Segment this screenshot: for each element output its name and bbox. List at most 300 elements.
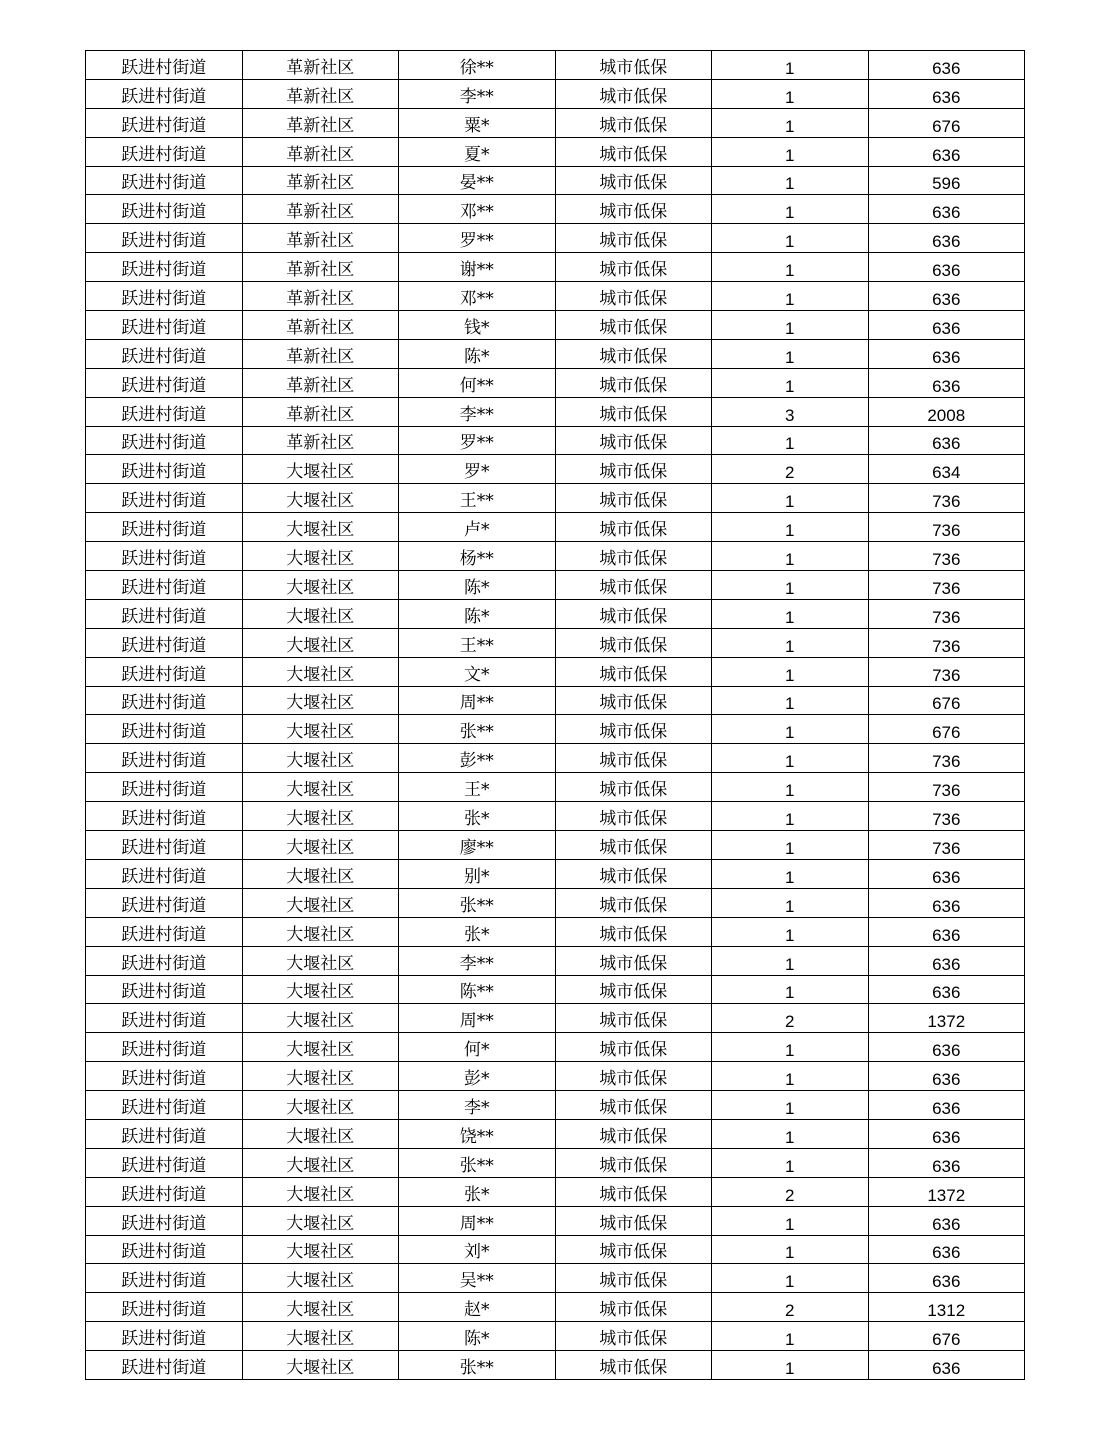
community-cell: 大堰社区 — [242, 859, 399, 888]
community-cell: 革新社区 — [242, 166, 399, 195]
amount-cell: 736 — [868, 542, 1025, 571]
table-row — [86, 224, 1025, 253]
street-cell: 跃进村街道 — [86, 1206, 243, 1235]
amount-cell: 636 — [868, 888, 1025, 917]
table-row — [86, 108, 1025, 137]
table-row — [86, 195, 1025, 224]
table-row — [86, 599, 1025, 628]
street-cell: 跃进村街道 — [86, 397, 243, 426]
name-cell: 廖** — [399, 831, 556, 860]
table-row — [86, 1235, 1025, 1264]
persons-cell: 1 — [712, 744, 869, 773]
persons-cell: 1 — [712, 946, 869, 975]
persons-cell: 1 — [712, 51, 869, 80]
community-cell: 大堰社区 — [242, 888, 399, 917]
name-cell: 夏* — [399, 137, 556, 166]
street-cell: 跃进村街道 — [86, 484, 243, 513]
persons-cell: 1 — [712, 686, 869, 715]
type-cell: 城市低保 — [555, 253, 712, 282]
community-cell: 革新社区 — [242, 339, 399, 368]
amount-cell: 636 — [868, 1206, 1025, 1235]
table-row — [86, 1148, 1025, 1177]
table-row — [86, 831, 1025, 860]
type-cell: 城市低保 — [555, 1119, 712, 1148]
name-cell: 罗** — [399, 224, 556, 253]
type-cell: 城市低保 — [555, 339, 712, 368]
type-cell: 城市低保 — [555, 917, 712, 946]
street-cell: 跃进村街道 — [86, 975, 243, 1004]
amount-cell: 736 — [868, 599, 1025, 628]
table-row — [86, 1062, 1025, 1091]
persons-cell: 1 — [712, 484, 869, 513]
persons-cell: 1 — [712, 166, 869, 195]
amount-cell: 636 — [868, 137, 1025, 166]
street-cell: 跃进村街道 — [86, 253, 243, 282]
street-cell: 跃进村街道 — [86, 1119, 243, 1148]
amount-cell: 636 — [868, 1033, 1025, 1062]
name-cell: 钱* — [399, 311, 556, 340]
table-row — [86, 1033, 1025, 1062]
amount-cell: 736 — [868, 628, 1025, 657]
table-row — [86, 51, 1025, 80]
amount-cell: 676 — [868, 686, 1025, 715]
name-cell: 刘* — [399, 1235, 556, 1264]
type-cell: 城市低保 — [555, 975, 712, 1004]
persons-cell: 1 — [712, 224, 869, 253]
street-cell: 跃进村街道 — [86, 311, 243, 340]
table-row — [86, 888, 1025, 917]
amount-cell: 736 — [868, 513, 1025, 542]
street-cell: 跃进村街道 — [86, 571, 243, 600]
street-cell: 跃进村街道 — [86, 599, 243, 628]
amount-cell: 636 — [868, 1264, 1025, 1293]
street-cell: 跃进村街道 — [86, 946, 243, 975]
name-cell: 粟* — [399, 108, 556, 137]
type-cell: 城市低保 — [555, 224, 712, 253]
community-cell: 大堰社区 — [242, 831, 399, 860]
table-row — [86, 1091, 1025, 1120]
amount-cell: 736 — [868, 484, 1025, 513]
community-cell: 大堰社区 — [242, 715, 399, 744]
name-cell: 徐** — [399, 51, 556, 80]
street-cell: 跃进村街道 — [86, 108, 243, 137]
name-cell: 王** — [399, 628, 556, 657]
table-row — [86, 339, 1025, 368]
type-cell: 城市低保 — [555, 1351, 712, 1380]
table-row — [86, 397, 1025, 426]
community-cell: 大堰社区 — [242, 802, 399, 831]
name-cell: 何* — [399, 1033, 556, 1062]
street-cell: 跃进村街道 — [86, 831, 243, 860]
amount-cell: 676 — [868, 108, 1025, 137]
subsidy-table — [85, 50, 1025, 1380]
persons-cell: 1 — [712, 831, 869, 860]
name-cell: 文* — [399, 657, 556, 686]
community-cell: 革新社区 — [242, 108, 399, 137]
community-cell: 大堰社区 — [242, 1235, 399, 1264]
table-row — [86, 368, 1025, 397]
street-cell: 跃进村街道 — [86, 657, 243, 686]
street-cell: 跃进村街道 — [86, 773, 243, 802]
street-cell: 跃进村街道 — [86, 1177, 243, 1206]
type-cell: 城市低保 — [555, 137, 712, 166]
name-cell: 张** — [399, 1148, 556, 1177]
amount-cell: 636 — [868, 51, 1025, 80]
street-cell: 跃进村街道 — [86, 195, 243, 224]
type-cell: 城市低保 — [555, 484, 712, 513]
amount-cell: 1372 — [868, 1004, 1025, 1033]
name-cell: 陈* — [399, 599, 556, 628]
community-cell: 大堰社区 — [242, 1033, 399, 1062]
type-cell: 城市低保 — [555, 946, 712, 975]
table-row — [86, 1177, 1025, 1206]
type-cell: 城市低保 — [555, 79, 712, 108]
table-row — [86, 1351, 1025, 1380]
persons-cell: 1 — [712, 1322, 869, 1351]
amount-cell: 596 — [868, 166, 1025, 195]
table-row — [86, 975, 1025, 1004]
amount-cell: 636 — [868, 195, 1025, 224]
community-cell: 大堰社区 — [242, 1148, 399, 1177]
name-cell: 周** — [399, 1004, 556, 1033]
community-cell: 大堰社区 — [242, 975, 399, 1004]
type-cell: 城市低保 — [555, 368, 712, 397]
community-cell: 大堰社区 — [242, 513, 399, 542]
persons-cell: 2 — [712, 1177, 869, 1206]
persons-cell: 1 — [712, 513, 869, 542]
name-cell: 李** — [399, 946, 556, 975]
name-cell: 张* — [399, 1177, 556, 1206]
amount-cell: 636 — [868, 1148, 1025, 1177]
type-cell: 城市低保 — [555, 888, 712, 917]
amount-cell: 636 — [868, 859, 1025, 888]
street-cell: 跃进村街道 — [86, 1264, 243, 1293]
street-cell: 跃进村街道 — [86, 426, 243, 455]
table-row — [86, 715, 1025, 744]
name-cell: 王* — [399, 773, 556, 802]
community-cell: 大堰社区 — [242, 1293, 399, 1322]
persons-cell: 1 — [712, 426, 869, 455]
street-cell: 跃进村街道 — [86, 282, 243, 311]
amount-cell: 636 — [868, 917, 1025, 946]
type-cell: 城市低保 — [555, 1033, 712, 1062]
type-cell: 城市低保 — [555, 686, 712, 715]
amount-cell: 676 — [868, 1322, 1025, 1351]
name-cell: 赵* — [399, 1293, 556, 1322]
community-cell: 大堰社区 — [242, 946, 399, 975]
street-cell: 跃进村街道 — [86, 859, 243, 888]
name-cell: 罗* — [399, 455, 556, 484]
persons-cell: 1 — [712, 1264, 869, 1293]
street-cell: 跃进村街道 — [86, 1322, 243, 1351]
table-row — [86, 917, 1025, 946]
persons-cell: 1 — [712, 1062, 869, 1091]
amount-cell: 636 — [868, 946, 1025, 975]
name-cell: 邓** — [399, 195, 556, 224]
table-row — [86, 744, 1025, 773]
persons-cell: 1 — [712, 253, 869, 282]
name-cell: 卢* — [399, 513, 556, 542]
persons-cell: 1 — [712, 773, 869, 802]
persons-cell: 1 — [712, 715, 869, 744]
name-cell: 张* — [399, 917, 556, 946]
name-cell: 陈* — [399, 339, 556, 368]
amount-cell: 636 — [868, 282, 1025, 311]
table-row — [86, 946, 1025, 975]
community-cell: 革新社区 — [242, 397, 399, 426]
table-row — [86, 1322, 1025, 1351]
street-cell: 跃进村街道 — [86, 917, 243, 946]
community-cell: 大堰社区 — [242, 484, 399, 513]
name-cell: 王** — [399, 484, 556, 513]
street-cell: 跃进村街道 — [86, 368, 243, 397]
street-cell: 跃进村街道 — [86, 166, 243, 195]
type-cell: 城市低保 — [555, 831, 712, 860]
street-cell: 跃进村街道 — [86, 455, 243, 484]
community-cell: 大堰社区 — [242, 599, 399, 628]
name-cell: 李* — [399, 1091, 556, 1120]
persons-cell: 1 — [712, 79, 869, 108]
persons-cell: 2 — [712, 1293, 869, 1322]
community-cell: 大堰社区 — [242, 455, 399, 484]
community-cell: 大堰社区 — [242, 628, 399, 657]
persons-cell: 1 — [712, 195, 869, 224]
street-cell: 跃进村街道 — [86, 1351, 243, 1380]
amount-cell: 636 — [868, 1351, 1025, 1380]
community-cell: 大堰社区 — [242, 1322, 399, 1351]
persons-cell: 1 — [712, 917, 869, 946]
community-cell: 大堰社区 — [242, 1206, 399, 1235]
community-cell: 大堰社区 — [242, 542, 399, 571]
table-row — [86, 571, 1025, 600]
community-cell: 大堰社区 — [242, 1062, 399, 1091]
table-row — [86, 455, 1025, 484]
type-cell: 城市低保 — [555, 1264, 712, 1293]
community-cell: 革新社区 — [242, 137, 399, 166]
name-cell: 张** — [399, 715, 556, 744]
persons-cell: 1 — [712, 1206, 869, 1235]
street-cell: 跃进村街道 — [86, 1033, 243, 1062]
amount-cell: 636 — [868, 1235, 1025, 1264]
street-cell: 跃进村街道 — [86, 137, 243, 166]
street-cell: 跃进村街道 — [86, 1235, 243, 1264]
community-cell: 大堰社区 — [242, 657, 399, 686]
table-row — [86, 137, 1025, 166]
community-cell: 大堰社区 — [242, 1119, 399, 1148]
community-cell: 革新社区 — [242, 79, 399, 108]
name-cell: 陈** — [399, 975, 556, 1004]
persons-cell: 1 — [712, 571, 869, 600]
name-cell: 张* — [399, 802, 556, 831]
street-cell: 跃进村街道 — [86, 744, 243, 773]
table-row — [86, 253, 1025, 282]
name-cell: 邓** — [399, 282, 556, 311]
persons-cell: 1 — [712, 859, 869, 888]
street-cell: 跃进村街道 — [86, 79, 243, 108]
community-cell: 革新社区 — [242, 368, 399, 397]
table-row — [86, 657, 1025, 686]
type-cell: 城市低保 — [555, 1091, 712, 1120]
community-cell: 大堰社区 — [242, 571, 399, 600]
community-cell: 大堰社区 — [242, 1264, 399, 1293]
amount-cell: 636 — [868, 311, 1025, 340]
community-cell: 革新社区 — [242, 224, 399, 253]
type-cell: 城市低保 — [555, 426, 712, 455]
persons-cell: 1 — [712, 599, 869, 628]
table-row — [86, 166, 1025, 195]
community-cell: 大堰社区 — [242, 1004, 399, 1033]
table-row — [86, 773, 1025, 802]
amount-cell: 636 — [868, 1119, 1025, 1148]
name-cell: 别* — [399, 859, 556, 888]
amount-cell: 636 — [868, 339, 1025, 368]
amount-cell: 676 — [868, 715, 1025, 744]
amount-cell: 636 — [868, 426, 1025, 455]
street-cell: 跃进村街道 — [86, 686, 243, 715]
community-cell: 大堰社区 — [242, 1177, 399, 1206]
amount-cell: 2008 — [868, 397, 1025, 426]
type-cell: 城市低保 — [555, 859, 712, 888]
community-cell: 革新社区 — [242, 282, 399, 311]
type-cell: 城市低保 — [555, 1206, 712, 1235]
name-cell: 周** — [399, 1206, 556, 1235]
name-cell: 李** — [399, 397, 556, 426]
type-cell: 城市低保 — [555, 744, 712, 773]
street-cell: 跃进村街道 — [86, 1062, 243, 1091]
amount-cell: 634 — [868, 455, 1025, 484]
name-cell: 何** — [399, 368, 556, 397]
table-row — [86, 426, 1025, 455]
persons-cell: 1 — [712, 311, 869, 340]
amount-cell: 1312 — [868, 1293, 1025, 1322]
name-cell: 周** — [399, 686, 556, 715]
name-cell: 杨** — [399, 542, 556, 571]
name-cell: 彭* — [399, 1062, 556, 1091]
type-cell: 城市低保 — [555, 1235, 712, 1264]
persons-cell: 3 — [712, 397, 869, 426]
name-cell: 李** — [399, 79, 556, 108]
table-row — [86, 628, 1025, 657]
name-cell: 饶** — [399, 1119, 556, 1148]
table-row — [86, 484, 1025, 513]
street-cell: 跃进村街道 — [86, 1091, 243, 1120]
street-cell: 跃进村街道 — [86, 1004, 243, 1033]
type-cell: 城市低保 — [555, 166, 712, 195]
persons-cell: 1 — [712, 108, 869, 137]
street-cell: 跃进村街道 — [86, 802, 243, 831]
persons-cell: 1 — [712, 1351, 869, 1380]
table-row — [86, 311, 1025, 340]
table-row — [86, 1206, 1025, 1235]
persons-cell: 1 — [712, 628, 869, 657]
persons-cell: 1 — [712, 1091, 869, 1120]
name-cell: 彭** — [399, 744, 556, 773]
type-cell: 城市低保 — [555, 657, 712, 686]
street-cell: 跃进村街道 — [86, 542, 243, 571]
type-cell: 城市低保 — [555, 542, 712, 571]
persons-cell: 1 — [712, 542, 869, 571]
persons-cell: 1 — [712, 1235, 869, 1264]
amount-cell: 1372 — [868, 1177, 1025, 1206]
persons-cell: 1 — [712, 282, 869, 311]
type-cell: 城市低保 — [555, 1322, 712, 1351]
name-cell: 张** — [399, 1351, 556, 1380]
persons-cell: 1 — [712, 339, 869, 368]
table-row — [86, 1119, 1025, 1148]
type-cell: 城市低保 — [555, 1177, 712, 1206]
type-cell: 城市低保 — [555, 773, 712, 802]
type-cell: 城市低保 — [555, 311, 712, 340]
name-cell: 吴** — [399, 1264, 556, 1293]
amount-cell: 636 — [868, 1062, 1025, 1091]
name-cell: 罗** — [399, 426, 556, 455]
name-cell: 谢** — [399, 253, 556, 282]
table-body — [86, 51, 1025, 1380]
street-cell: 跃进村街道 — [86, 1293, 243, 1322]
name-cell: 陈* — [399, 1322, 556, 1351]
street-cell: 跃进村街道 — [86, 1148, 243, 1177]
table-row — [86, 1004, 1025, 1033]
community-cell: 大堰社区 — [242, 1351, 399, 1380]
amount-cell: 636 — [868, 253, 1025, 282]
amount-cell: 636 — [868, 975, 1025, 1004]
type-cell: 城市低保 — [555, 802, 712, 831]
type-cell: 城市低保 — [555, 282, 712, 311]
name-cell: 陈* — [399, 571, 556, 600]
type-cell: 城市低保 — [555, 108, 712, 137]
type-cell: 城市低保 — [555, 51, 712, 80]
community-cell: 革新社区 — [242, 253, 399, 282]
type-cell: 城市低保 — [555, 1293, 712, 1322]
type-cell: 城市低保 — [555, 455, 712, 484]
type-cell: 城市低保 — [555, 628, 712, 657]
persons-cell: 1 — [712, 1033, 869, 1062]
amount-cell: 736 — [868, 773, 1025, 802]
amount-cell: 736 — [868, 657, 1025, 686]
amount-cell: 736 — [868, 802, 1025, 831]
table-row — [86, 542, 1025, 571]
table-row — [86, 1264, 1025, 1293]
community-cell: 大堰社区 — [242, 744, 399, 773]
community-cell: 大堰社区 — [242, 917, 399, 946]
table-row — [86, 1293, 1025, 1322]
type-cell: 城市低保 — [555, 397, 712, 426]
type-cell: 城市低保 — [555, 1062, 712, 1091]
community-cell: 革新社区 — [242, 195, 399, 224]
community-cell: 大堰社区 — [242, 773, 399, 802]
table-row — [86, 802, 1025, 831]
amount-cell: 736 — [868, 571, 1025, 600]
street-cell: 跃进村街道 — [86, 339, 243, 368]
type-cell: 城市低保 — [555, 599, 712, 628]
persons-cell: 1 — [712, 802, 869, 831]
community-cell: 革新社区 — [242, 426, 399, 455]
type-cell: 城市低保 — [555, 571, 712, 600]
street-cell: 跃进村街道 — [86, 224, 243, 253]
persons-cell: 1 — [712, 137, 869, 166]
persons-cell: 1 — [712, 975, 869, 1004]
table-row — [86, 859, 1025, 888]
table-row — [86, 282, 1025, 311]
persons-cell: 1 — [712, 1119, 869, 1148]
type-cell: 城市低保 — [555, 1004, 712, 1033]
amount-cell: 736 — [868, 831, 1025, 860]
table-row — [86, 513, 1025, 542]
amount-cell: 636 — [868, 1091, 1025, 1120]
name-cell: 张** — [399, 888, 556, 917]
table-row — [86, 79, 1025, 108]
persons-cell: 1 — [712, 368, 869, 397]
